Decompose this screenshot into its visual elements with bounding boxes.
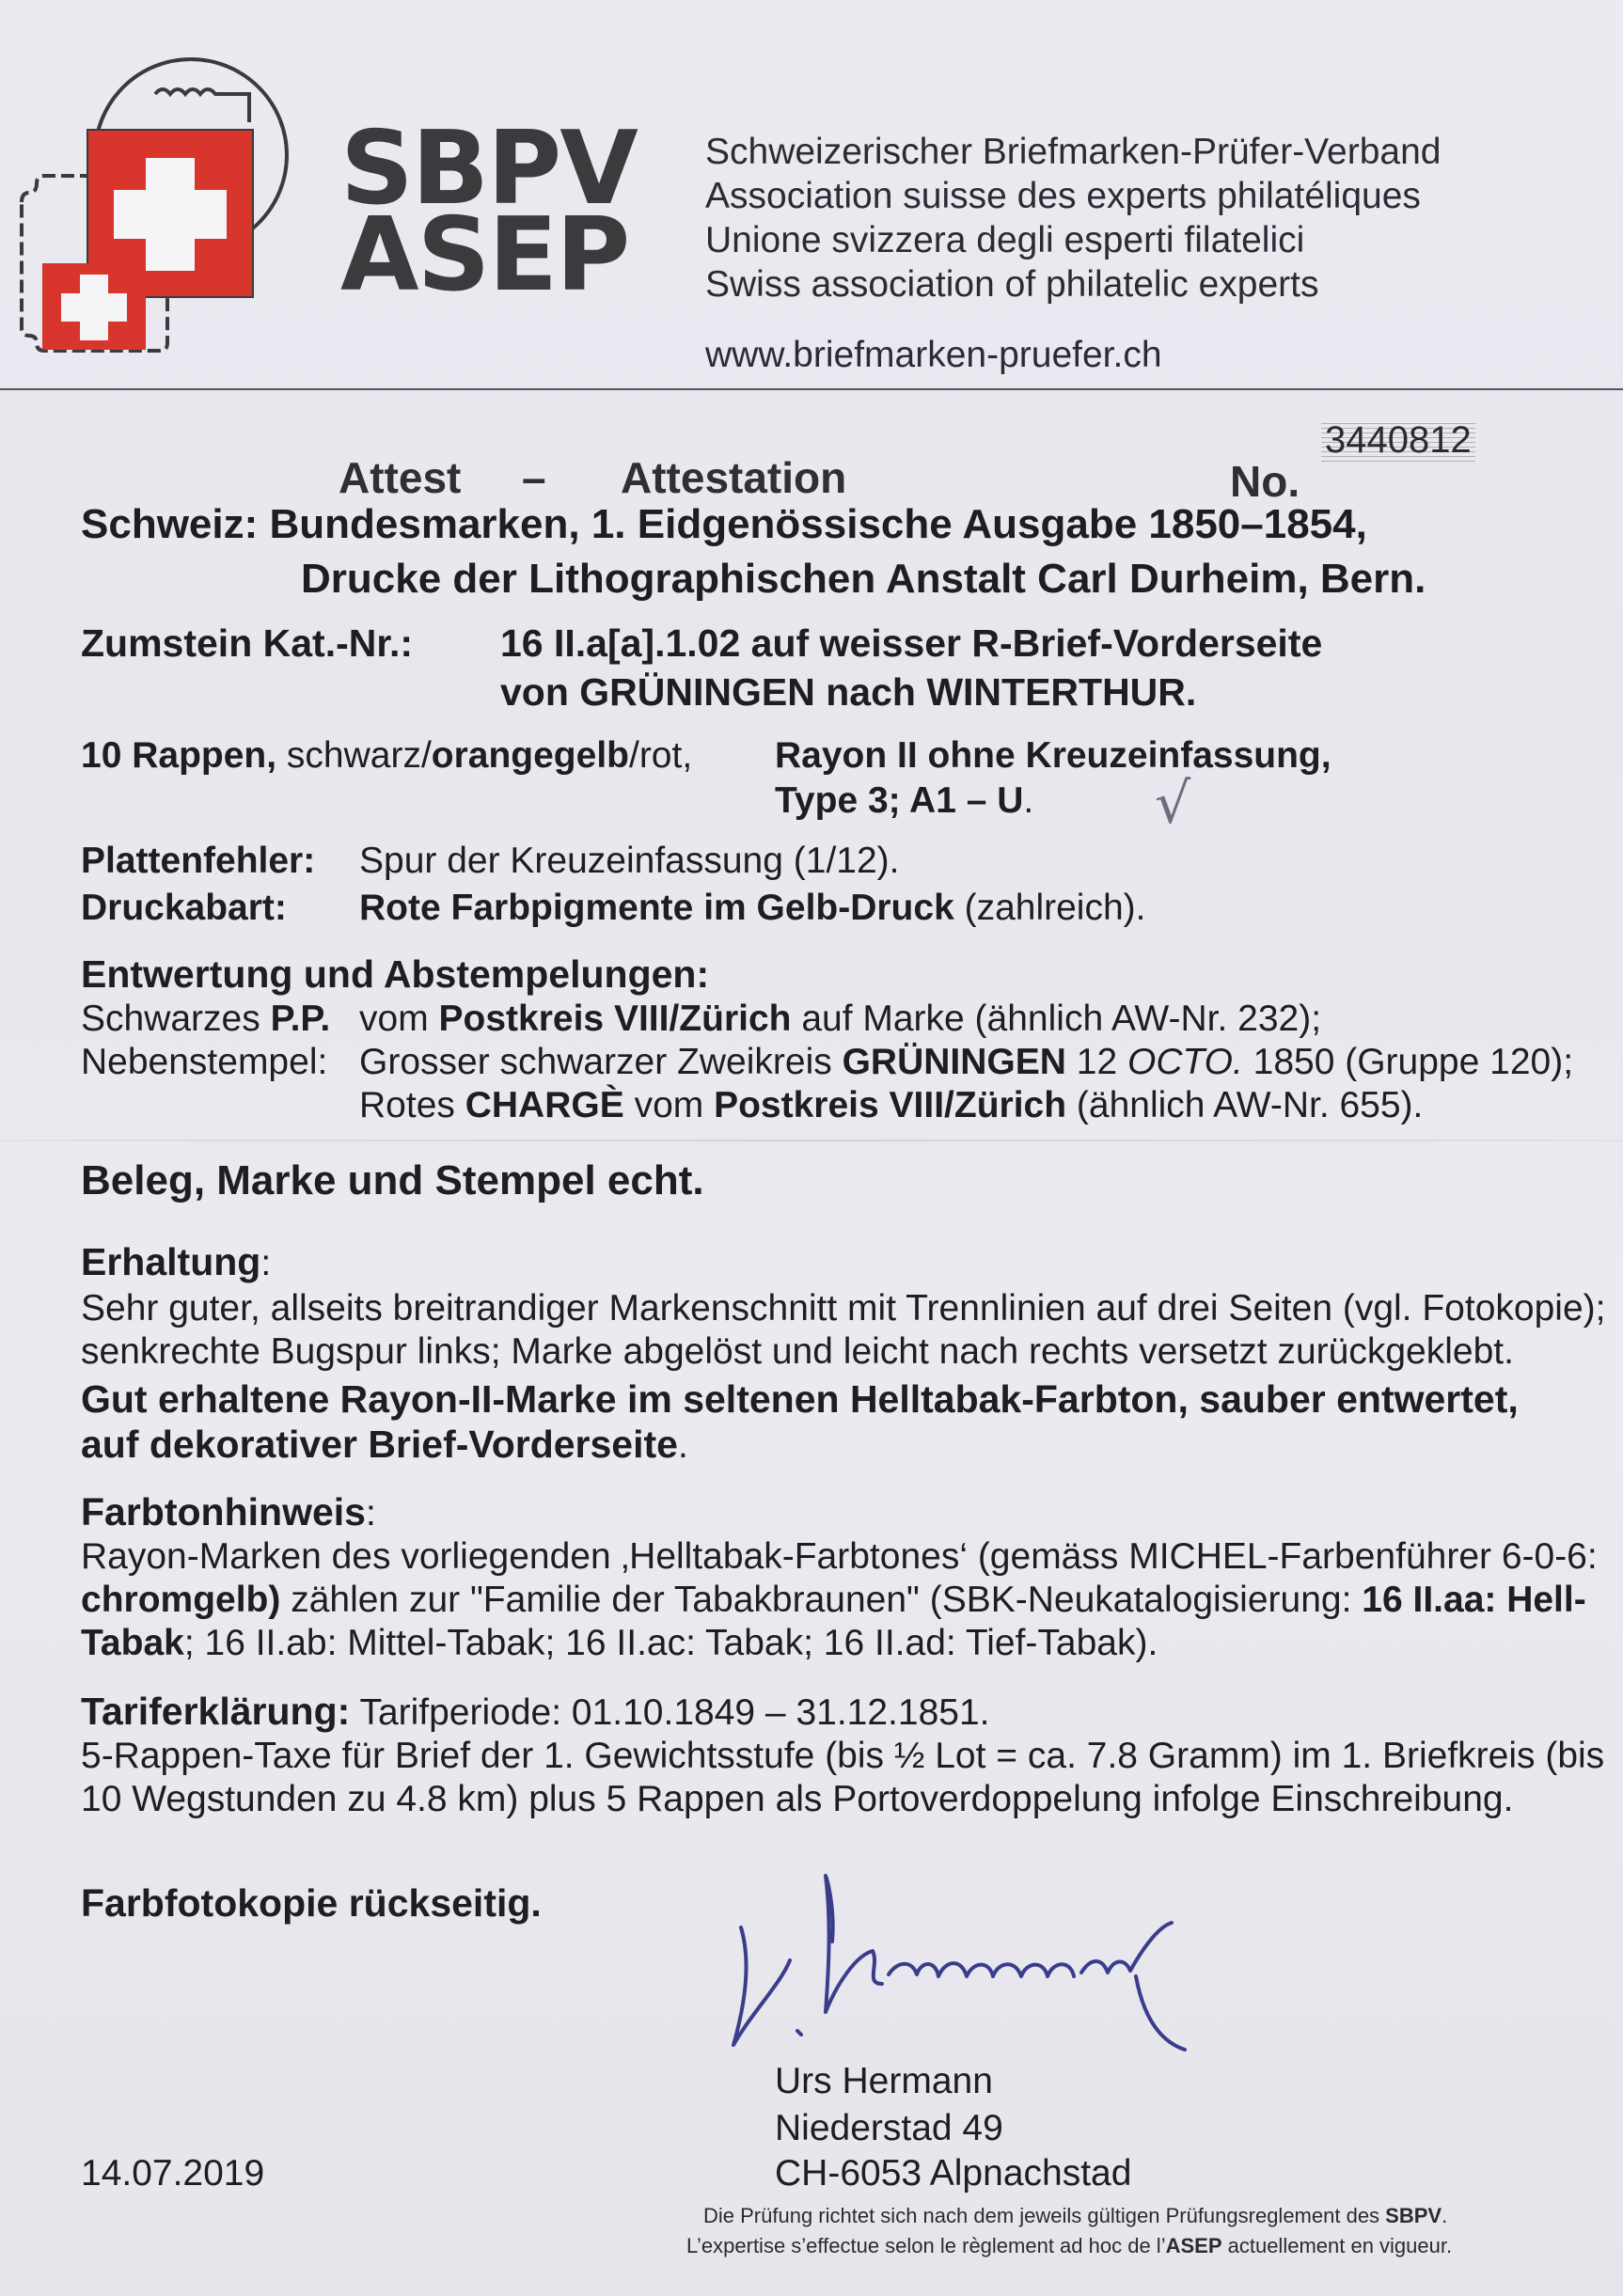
neben1-b: GRÜNINGEN — [842, 1042, 1066, 1082]
condition-heading: Erhaltung — [81, 1240, 261, 1283]
tariff-value: Tarifperiode: 01.10.1849 – 31.12.1851. — [350, 1692, 990, 1733]
number-label: No. — [1230, 457, 1300, 506]
footer-de-a: Die Prüfung richtet sich nach dem jeweils gültigen Prüfungsreglement des — [703, 2204, 1386, 2227]
shade-heading: Farbtonhinweis — [81, 1490, 366, 1533]
neben2-d: Postkreis VIII/Zürich — [714, 1085, 1067, 1125]
catalogue-line-2: von GRÜNINGEN nach WINTERTHUR. — [500, 670, 1197, 714]
title-attestation: Attestation — [621, 453, 847, 502]
plate-value: Spur der Kreuzeinfassung (1/12). — [359, 841, 900, 881]
color-b: orangegelb — [431, 735, 629, 776]
logo-sbpv: SBPV — [340, 110, 637, 228]
sbpv-logo-icon — [14, 56, 334, 376]
tariff-line-2: 5-Rappen-Taxe für Brief der 1. Gewichtsstufe (bis ½ Lot = ca. 7.8 Gramm) im 1. Briefkreis (bis — [81, 1736, 1605, 1776]
neben-label: Nebenstempel: — [81, 1042, 328, 1082]
footer-fr-a: L’expertise s’effectue selon le règlement ad hoc de l’ — [686, 2234, 1166, 2257]
cancel1-a: Schwarzes — [81, 999, 271, 1039]
shade-line-1: Rayon-Marken des vorliegenden ‚Helltabak-Farbtones‘ (gemäss MICHEL-Farbenführer 6-0-6: — [81, 1536, 1598, 1577]
plate-label: Plattenfehler: — [81, 841, 316, 881]
neben1-d: OCTO. — [1127, 1042, 1243, 1082]
certificate-date: 14.07.2019 — [81, 2153, 265, 2194]
photocopy-note: Farbfotokopie rückseitig. — [81, 1881, 542, 1925]
logo-wordmark — [340, 110, 637, 314]
cancel1-b: P.P. — [270, 999, 331, 1039]
cancel1-d: Postkreis VIII/Zürich — [438, 999, 792, 1039]
subject-line-1: Schweiz: Bundesmarken, 1. Eidgenössische Ausgabe 1850–1854, — [81, 501, 1367, 547]
tariff-label: Tariferklärung: — [81, 1690, 351, 1733]
association-names — [705, 130, 1441, 307]
shade-heading-line — [81, 1489, 376, 1536]
expert-signature — [715, 1871, 1279, 2068]
expert-street: Niederstad 49 — [775, 2108, 1003, 2148]
shade-line-2-end: 16 II.aa: Hell- — [1362, 1580, 1586, 1620]
footer-fr-b: ASEP — [1165, 2234, 1222, 2257]
rayon-type: Type 3; A1 – U — [775, 780, 1024, 821]
print-value — [359, 886, 1146, 931]
condition-line-1: Sehr guter, allseits breitrandiger Markenschnitt mit Trennlinien auf drei Seiten (vgl. Fotokopie); — [81, 1288, 1606, 1329]
neben2-c: vom — [623, 1085, 715, 1125]
cancel-line-1 — [81, 997, 330, 1042]
paper-fold-line — [0, 1140, 1623, 1141]
certificate-number: 3440812 — [1321, 419, 1475, 462]
neben2-e: (ähnlich AW-Nr. 655). — [1066, 1085, 1424, 1125]
assoc-fr: Association suisse des experts philatéliques — [705, 176, 1421, 216]
stamp-description — [81, 733, 692, 778]
summary-line-1: Gut erhaltene Rayon-II-Marke im seltenen Helltabak-Farbton, sauber entwertet, — [81, 1377, 1519, 1421]
summary-line-2-bold: auf dekorativer Brief-Vorderseite — [81, 1423, 678, 1466]
neben2-a: Rotes — [359, 1085, 465, 1125]
print-value-end: (zahlreich). — [953, 888, 1146, 928]
footer-de-c: . — [1442, 2204, 1448, 2227]
assoc-it: Unione svizzera degli esperti filatelici — [705, 220, 1305, 260]
rayon-line-1: Rayon II ohne Kreuzeinfassung, — [775, 735, 1331, 776]
logo-asep: ASEP — [340, 197, 629, 314]
assoc-de: Schweizerischer Briefmarken-Prüfer-Verband — [705, 132, 1442, 172]
catalogue-label: Zumstein Kat.-Nr.: — [81, 621, 414, 665]
rayon-line-2 — [775, 778, 1033, 824]
neben1-c: 12 — [1065, 1042, 1127, 1082]
print-value-bold: Rote Farbpigmente im Gelb-Druck — [359, 888, 954, 928]
neben2-b: CHARGÈ — [465, 1085, 624, 1125]
summary-line-2-end: . — [677, 1425, 688, 1466]
color-a: schwarz/ — [276, 735, 432, 776]
title-dash: – — [522, 453, 546, 502]
tariff-line-3: 10 Wegstunden zu 4.8 km) plus 5 Rappen als Portoverdoppelung infolge Einschreibung. — [81, 1779, 1514, 1819]
expert-city: CH-6053 Alpnachstad — [775, 2153, 1132, 2194]
rayon-end: . — [1023, 780, 1034, 821]
assoc-en: Swiss association of philatelic experts — [705, 264, 1319, 305]
verdict: Beleg, Marke und Stempel echt. — [81, 1157, 704, 1203]
shade-line-2-mid: zählen zur "Familie der Tabakbraunen" (SBK-Neukatalogisierung: — [280, 1580, 1363, 1620]
footer-de-b: SBPV — [1385, 2204, 1442, 2227]
footer-note-de — [703, 2202, 1447, 2230]
shade-line-2 — [81, 1578, 1586, 1623]
condition-line-2: senkrechte Bugspur links; Marke abgelöst und leicht nach rechts versetzt zurückgeklebt. — [81, 1331, 1514, 1372]
shade-line-3-rest: ; 16 II.ab: Mittel-Tabak; 16 II.ac: Tabak; 16 II.ad: Tief-Tabak). — [183, 1623, 1158, 1663]
cancel1-c: vom — [359, 999, 439, 1039]
neben-line-2 — [359, 1083, 1423, 1128]
expert-name: Urs Hermann — [775, 2061, 993, 2101]
cancel-line-1-rest — [359, 997, 1321, 1042]
header-divider — [0, 388, 1623, 390]
shade-line-2-bold: chromgelb) — [81, 1580, 281, 1620]
neben1-a: Grosser schwarzer Zweikreis — [359, 1042, 843, 1082]
subject-line-2: Drucke der Lithographischen Anstalt Carl Durheim, Bern. — [301, 556, 1426, 602]
condition-heading-line — [81, 1239, 271, 1286]
neben1-e: 1850 (Gruppe 120); — [1242, 1042, 1574, 1082]
color-c: /rot, — [628, 735, 693, 776]
summary-line-2 — [81, 1422, 688, 1469]
footer-fr-c: actuellement en vigueur. — [1221, 2234, 1453, 2257]
website-link[interactable]: www.briefmarken-pruefer.ch — [705, 335, 1162, 375]
shade-colon: : — [365, 1493, 376, 1533]
catalogue-line-1: 16 II.a[a].1.02 auf weisser R-Brief-Vorderseite — [500, 621, 1323, 665]
cancel-heading: Entwertung und Abstempelungen: — [81, 952, 710, 996]
shade-line-3 — [81, 1621, 1158, 1666]
cancel1-e: auf Marke (ähnlich AW-Nr. 232); — [791, 999, 1322, 1039]
check-mark-icon: √ — [1155, 771, 1191, 837]
tariff-line-1 — [81, 1689, 989, 1736]
title-attest: Attest — [339, 453, 462, 502]
shade-line-3-bold: Tabak — [81, 1623, 184, 1663]
footer-note-fr — [686, 2232, 1452, 2260]
condition-colon: : — [260, 1243, 272, 1283]
print-label: Druckabart: — [81, 888, 287, 928]
stamp-value: 10 Rappen, — [81, 735, 277, 776]
neben-line-1 — [359, 1040, 1573, 1085]
